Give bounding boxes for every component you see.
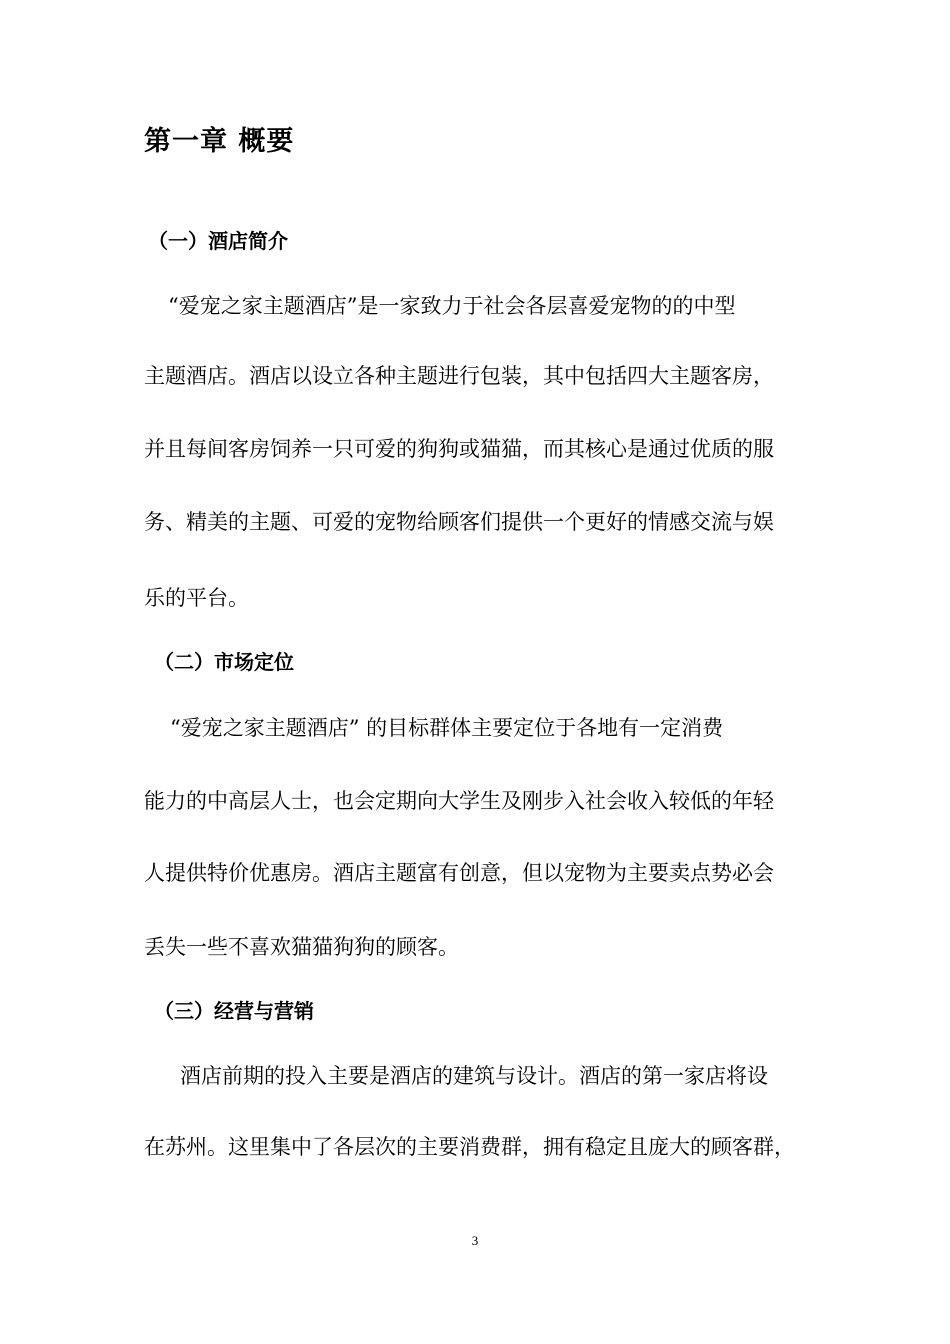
paragraph-line: “爱宠之家主题酒店” 的目标群体主要定位于各地有一定消费 [170, 716, 724, 740]
paragraph-line: 能力的中高层人士，也会定期向大学生及刚步入社会收入较低的年轻 [144, 789, 774, 813]
paragraph-line: 酒店前期的投入主要是酒店的建筑与设计。酒店的第一家店将设 [180, 1064, 768, 1088]
section-heading-market-positioning: （二）市场定位 [154, 650, 294, 674]
paragraph-line: 在苏州。这里集中了各层次的主要消费群，拥有稳定且庞大的顾客群， [144, 1135, 795, 1159]
page-number: 3 [471, 1233, 479, 1248]
paragraph-line: 乐的平台。 [144, 586, 249, 610]
paragraph-line: 并且每间客房饲养一只可爱的狗狗或猫猫，而其核心是通过优质的服 [144, 437, 774, 461]
paragraph-line: 人提供特价优惠房。酒店主题富有创意，但以宠物为主要卖点势必会 [144, 861, 774, 885]
chapter-title: 第一章 概要 [144, 126, 295, 157]
paragraph-line: “爱宠之家主题酒店”是一家致力于社会各层喜爱宠物的的中型 [168, 294, 736, 318]
section-heading-operations-marketing: （三）经营与营销 [154, 999, 314, 1023]
paragraph-line: 务、精美的主题、可爱的宠物给顾客们提供一个更好的情感交流与娱 [144, 510, 774, 534]
section-heading-hotel-intro: （一）酒店简介 [148, 229, 288, 253]
paragraph-line: 丢失一些不喜欢猫猫狗狗的顾客。 [144, 935, 459, 959]
paragraph-line: 主题酒店。酒店以设立各种主题进行包装，其中包括四大主题客房， [144, 364, 774, 388]
